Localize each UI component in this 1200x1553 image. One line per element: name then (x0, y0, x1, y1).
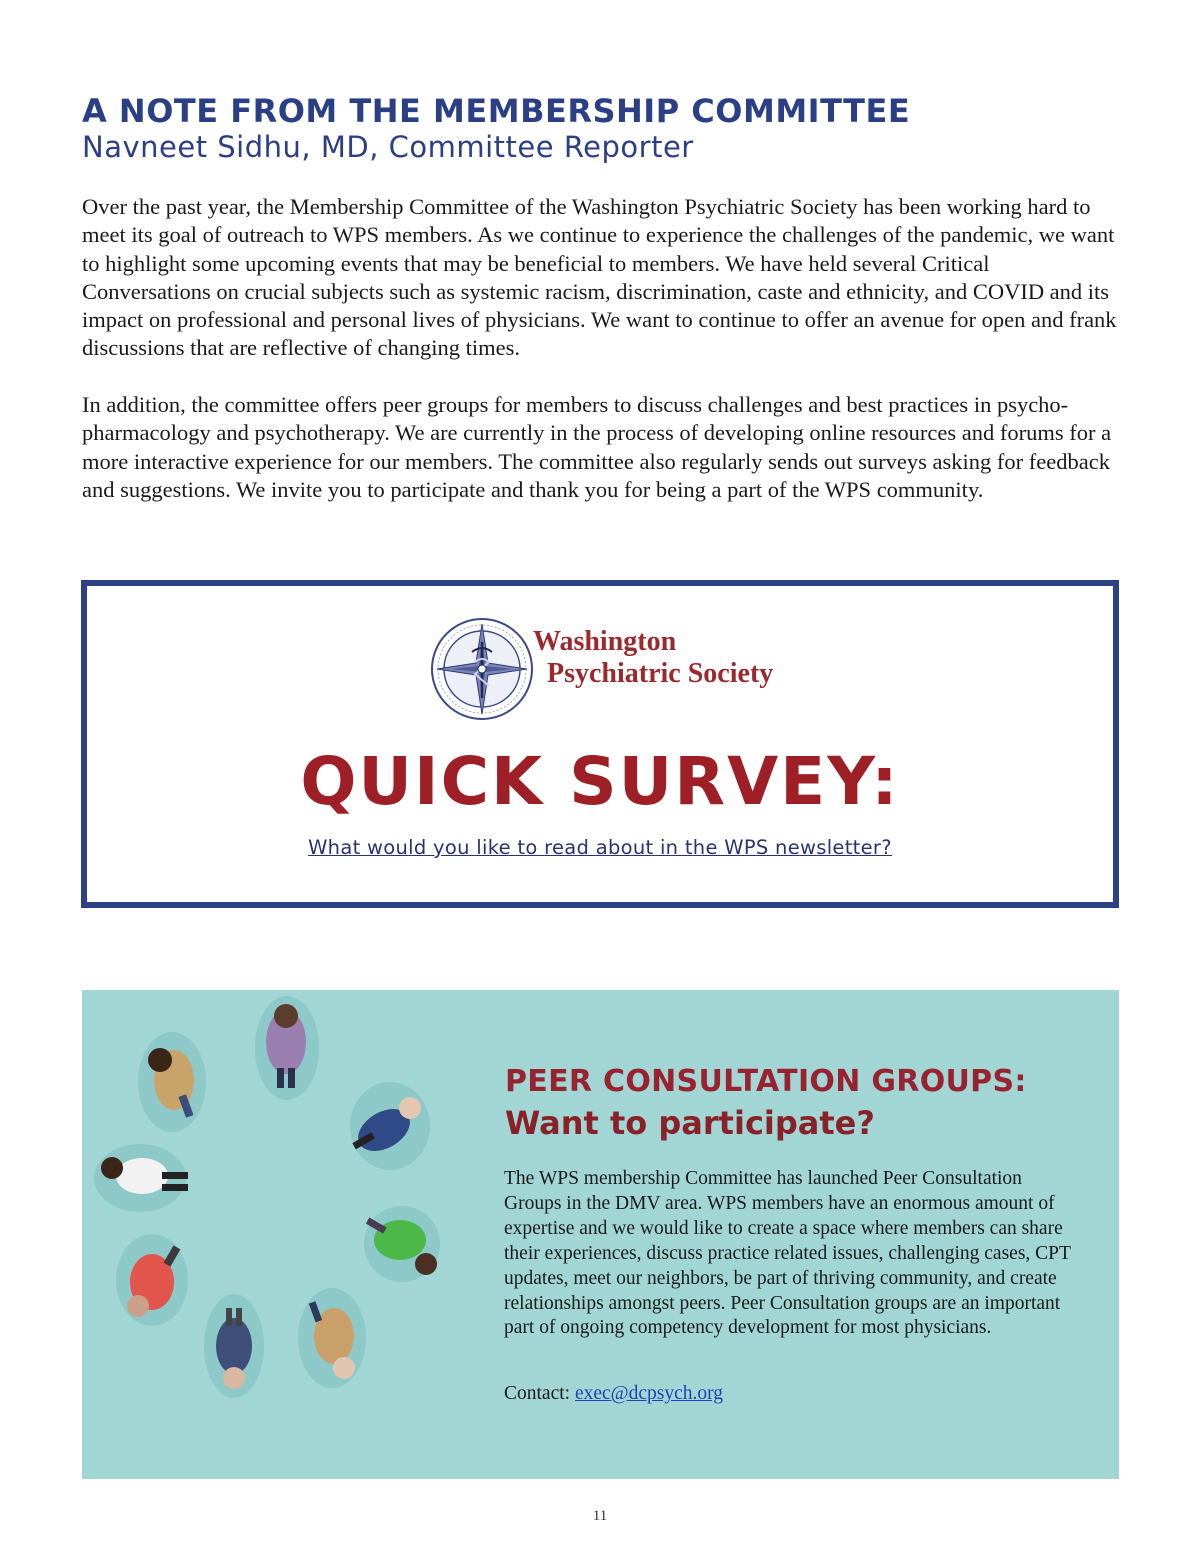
wps-logo (429, 616, 789, 734)
person-figure (350, 1082, 430, 1170)
contact-email-link[interactable]: exec@dcpsych.org (574, 1383, 724, 1404)
survey-link[interactable]: What would you like to read about in the WPS newsletter? (308, 836, 892, 859)
quick-survey-box (81, 580, 1119, 908)
peer-consultation-subtitle: Want to participate? (505, 1104, 875, 1142)
person-figure (138, 1032, 206, 1132)
logo-text-psychiatric-society: Psychiatric Society (547, 658, 774, 689)
peer-consultation-panel (82, 990, 1119, 1479)
note-paragraph-2: In addition, the committee offers peer groups for members to discuss challenges and best practices in psycho-pharmacology and psychotherapy. We are currently in the process of developing online resources and forums for a more interactive experience for our members. The committee also regularly sends out surveys asking for feedback and suggestions. We invite you to participate and thank you for being a part of the WPS community. (82, 392, 1112, 502)
logo-text-washington: Washington (533, 626, 677, 657)
page-number: 11 (592, 1508, 608, 1524)
person-figure (94, 1144, 188, 1212)
contact-line (504, 1383, 723, 1405)
peer-consultation-paragraph: The WPS membership Committee has launched Peer Consultation Groups in the DMV area. WPS members have an enormous amount of expertise and we would like to create a space where members can share their experiences, discuss practice related issues, challenging cases, CPT updates, meet our neighbors, be part of thriving community, and create relationships amongst peers. Peer Consultation groups are an important part of ongoing competency development for most physicians. (504, 1168, 1071, 1339)
person-figure (204, 1294, 264, 1398)
wps-seal-icon (429, 616, 535, 722)
note-title: A NOTE FROM THE MEMBERSHIP COMMITTEE (82, 92, 911, 130)
people-circle-illustration (82, 990, 482, 1479)
person-figure (255, 996, 319, 1100)
note-subtitle: Navneet Sidhu, MD, Committee Reporter (82, 130, 694, 164)
contact-label: Contact: (504, 1383, 575, 1404)
person-figure (364, 1206, 440, 1282)
quick-survey-title: QUICK SURVEY: (300, 743, 900, 820)
note-paragraph-1: Over the past year, the Membership Committee of the Washington Psychiatric Society has been working hard to meet its goal of outreach to WPS members. As we continue to experience the challenges of the pandemic, we want to highlight some upcoming events that may be beneficial to members. We have held several Critical Conversations on crucial subjects such as systemic racism, discrimination, caste and ethnicity, and COVID and its impact on professional and personal lives of physicians. We want to continue to offer an avenue for open and frank discussions that are reflective of changing times. (82, 194, 1117, 361)
person-figure (298, 1288, 366, 1388)
peer-consultation-title: PEER CONSULTATION GROUPS: (505, 1064, 1027, 1099)
person-figure (116, 1234, 188, 1326)
